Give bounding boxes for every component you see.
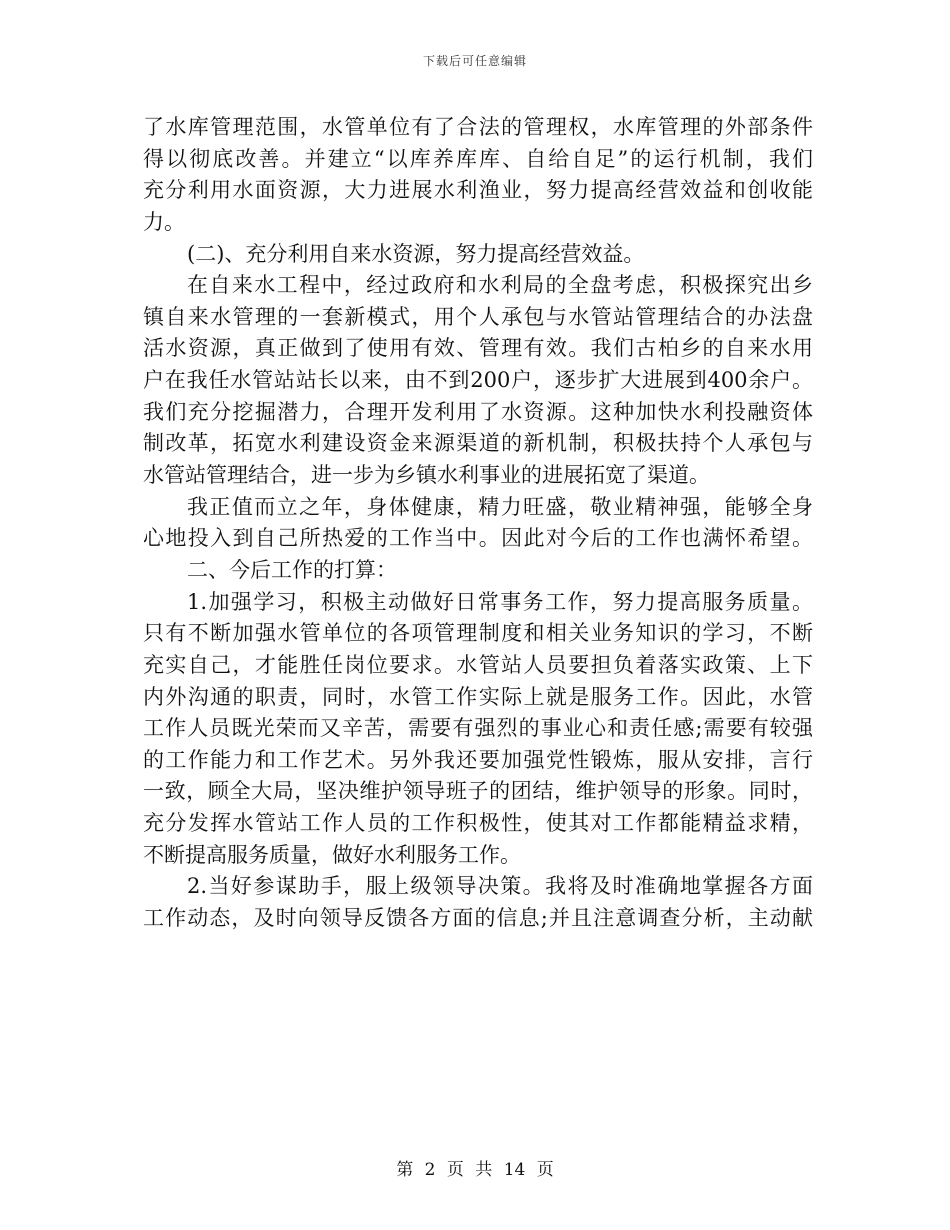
text-line: 镇自来水管理的一套新模式，用个人承包与水管站管理结合的办法盘: [143, 304, 813, 329]
text-line: 只有不断加强水管单位的各项管理制度和相关业务知识的学习，不断: [143, 621, 813, 646]
text-line: 充实自己，才能胜任岗位要求。水管站人员要担负着落实政策、上下: [143, 652, 813, 677]
text-line: 我正值而立之年，身体健康，精力旺盛，敬业精神强，能够全身: [187, 494, 813, 519]
text-line: 内外沟通的职责，同时，水管工作实际上就是服务工作。因此，水管: [143, 684, 813, 709]
text-line: 一致，顾全大局，坚决维护领导班子的团结，维护领导的形象。同时，: [143, 779, 813, 804]
document-body: [143, 112, 813, 935]
text-line: 工作动态，及时向领导反馈各方面的信息;并且注意调查分析，主动献: [143, 906, 813, 931]
text-line: 户在我任水管站站长以来，由不到200户，逐步扩大进展到400余户。: [143, 368, 813, 393]
text-line: 充分发挥水管站工作人员的工作积极性，使其对工作都能精益求精，: [143, 811, 813, 836]
text-line: (二)、充分利用自来水资源，努力提高经营效益。: [187, 241, 645, 266]
text-line: 我们充分挖掘潜力，合理开发利用了水资源。这种加快水利投融资体: [143, 399, 813, 424]
text-line: 工作人员既光荣而又辛苦，需要有强烈的事业心和责任感;需要有较强: [143, 716, 813, 741]
text-line: 充分利用水面资源，大力进展水利渔业，努力提高经营效益和创收能: [143, 178, 813, 203]
text-line: 力。: [143, 209, 185, 234]
text-line: 心地投入到自己所热爱的工作当中。因此对今后的工作也满怀希望。: [143, 526, 813, 551]
page-header: 下载后可任意编辑: [422, 54, 527, 68]
text-line: 在自来水工程中，经过政府和水利局的全盘考虑，积极探究出乡: [187, 273, 813, 298]
text-line: 活水资源，真正做到了使用有效、管理有效。我们古柏乡的自来水用: [143, 336, 813, 361]
text-line: 制改革，拓宽水利建设资金来源渠道的新机制，积极扶持个人承包与: [143, 431, 813, 456]
text-line: 的工作能力和工作艺术。另外我还要加强党性锻炼，服从安排，言行: [143, 747, 813, 772]
text-line: 1.加强学习，积极主动做好日常事务工作，努力提高服务质量。: [187, 589, 813, 614]
text-line: 水管站管理结合，进一步为乡镇水利事业的进展拓宽了渠道。: [143, 463, 710, 488]
text-line: 2.当好参谋助手，服上级领导决策。我将及时准确地掌握各方面: [187, 874, 813, 899]
text-line: 二、今后工作的打算：: [187, 557, 397, 582]
page-footer: 第 2 页 共 14 页: [396, 1160, 554, 1180]
text-line: 不断提高服务质量，做好水利服务工作。: [143, 842, 521, 867]
text-line: 了水库管理范围，水管单位有了合法的管理权，水库管理的外部条件: [143, 115, 813, 139]
text-line: 得以彻底改善。并建立“以库养库库、自给自足”的运行机制，我们: [143, 146, 813, 171]
